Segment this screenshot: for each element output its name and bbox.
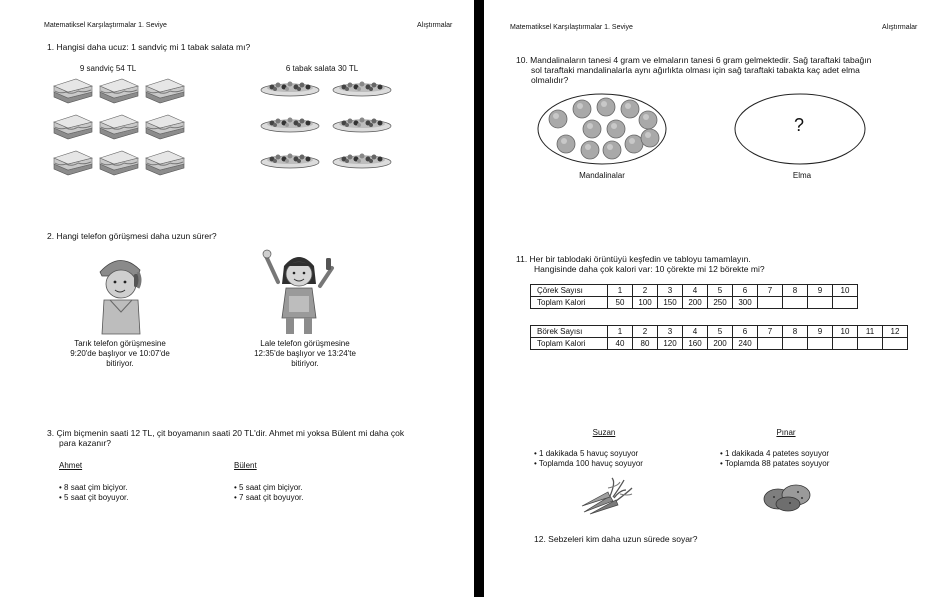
table-cell-empty[interactable]	[783, 297, 808, 309]
table-cell: 5	[708, 326, 733, 338]
table-row	[531, 297, 858, 309]
boy-phone-illustration	[94, 250, 146, 336]
sandwich-icon	[100, 151, 138, 175]
tangerine-icon	[583, 120, 601, 138]
table-cell-empty[interactable]	[833, 338, 858, 350]
table-cell: 150	[658, 297, 683, 309]
question-11-line: 11. Her bir tablodaki örüntüyü keşfedin ve tabloyu tamamlayın.	[516, 254, 751, 264]
ahmet-list	[59, 483, 129, 503]
salad-grid	[260, 78, 400, 170]
table-cell: 3	[658, 326, 683, 338]
table-cell: 7	[758, 326, 783, 338]
table-cell: 200	[708, 338, 733, 350]
table-row	[531, 326, 908, 338]
table-cell-empty[interactable]	[883, 338, 908, 350]
header-title: Matematiksel Karşılaştırmalar 1. Seviye	[510, 24, 633, 31]
list-item: • 1 dakikada 4 patetes soyuyor	[720, 449, 830, 458]
page-divider	[474, 0, 484, 597]
salad-plate-icon	[333, 118, 391, 133]
table-cell: 50	[608, 297, 633, 309]
tarik-description	[40, 339, 200, 369]
table-cell: 80	[633, 338, 658, 350]
salad-plate-icon	[261, 154, 319, 169]
list-item: • 1 dakikada 5 havuç soyuyor	[534, 449, 639, 458]
question-11	[516, 254, 765, 274]
carrots-illustration	[580, 476, 634, 516]
question-10-line: sol taraftaki mandalinalarla aynı ağırlıkta olması için sağ taraftaki tabakta kaç adet elma	[531, 65, 860, 75]
header-title: Matematiksel Karşılaştırmalar 1. Seviye	[44, 22, 167, 29]
list-item: • Toplamda 100 havuç soyuyor	[534, 459, 643, 468]
tangerine-icon	[573, 100, 591, 118]
tangerine-icon	[581, 141, 599, 159]
header-section: Alıştırmalar	[417, 22, 453, 29]
tangerine-icon	[597, 98, 615, 116]
table-cell: 8	[783, 326, 808, 338]
bulent-list	[234, 483, 304, 503]
corek-table	[530, 284, 858, 309]
apple-label: Elma	[792, 171, 812, 180]
salad-label: 6 tabak salata 30 TL	[285, 64, 359, 73]
table-cell: 200	[683, 297, 708, 309]
salad-plate-icon	[261, 82, 319, 97]
tangerine-icon	[607, 120, 625, 138]
question-3-line: para kazanır?	[59, 438, 111, 448]
table-cell: 100	[633, 297, 658, 309]
sandwich-icon	[146, 151, 184, 175]
table-cell: 40	[608, 338, 633, 350]
table-cell: 250	[708, 297, 733, 309]
table-cell: 300	[733, 297, 758, 309]
table-cell: 120	[658, 338, 683, 350]
tarik-line: Tarık telefon görüşmesine	[74, 339, 166, 348]
table-row	[531, 338, 908, 350]
list-item: • Toplamda 88 patates soyuyor	[720, 459, 830, 468]
table-cell-empty[interactable]	[808, 338, 833, 350]
question-10	[516, 55, 871, 85]
left-page	[0, 0, 474, 583]
table-cell: 9	[808, 285, 833, 297]
table-cell-empty[interactable]	[833, 297, 858, 309]
sandwich-icon	[146, 115, 184, 139]
table-cell: 11	[858, 326, 883, 338]
tangerine-label: Mandalinalar	[579, 171, 625, 180]
tangerine-icon	[621, 100, 639, 118]
question-11-line: Hangisinde daha çok kalori var: 10 çörekte mi 12 börekte mi?	[534, 264, 765, 274]
sandwich-icon	[100, 79, 138, 103]
ahmet-name: Ahmet	[59, 461, 83, 470]
table-cell: 3	[658, 285, 683, 297]
table-cell: 240	[733, 338, 758, 350]
lale-line: bitiriyor.	[291, 359, 319, 368]
tangerine-icon	[549, 110, 567, 128]
table-cell: 9	[808, 326, 833, 338]
table-cell: 8	[783, 285, 808, 297]
table-cell-empty[interactable]	[858, 338, 883, 350]
question-3	[47, 428, 404, 448]
table-cell-empty[interactable]	[758, 338, 783, 350]
sandwich-icon	[54, 79, 92, 103]
lale-description	[220, 339, 390, 369]
right-page	[484, 0, 937, 583]
table-row-label: Toplam Kalori	[531, 338, 608, 350]
table-cell: 6	[733, 285, 758, 297]
table-cell: 7	[758, 285, 783, 297]
table-cell-empty[interactable]	[808, 297, 833, 309]
question-10-line: olmalıdır?	[531, 75, 569, 85]
tangerine-plate	[536, 92, 668, 166]
table-cell: 4	[683, 326, 708, 338]
table-cell: 10	[833, 326, 858, 338]
question-12: 12. Sebzeleri kim daha uzun sürede soyar?	[534, 534, 698, 544]
question-2: 2. Hangi telefon görüşmesi daha uzun sürer?	[47, 231, 217, 241]
tarik-line: 9:20'de başlıyor ve 10:07'de	[70, 349, 170, 358]
table-cell: 1	[608, 285, 633, 297]
girl-phone-illustration	[262, 248, 336, 336]
lale-line: 12:35'de başlıyor ve 13:24'te	[254, 349, 356, 358]
tangerine-icon	[639, 111, 657, 129]
table-cell-empty[interactable]	[758, 297, 783, 309]
table-cell: 5	[708, 285, 733, 297]
salad-plate-icon	[261, 118, 319, 133]
tangerine-icon	[641, 129, 659, 147]
borek-table	[530, 325, 908, 350]
question-10-line: 10. Mandalinaların tanesi 4 gram ve elmaların tanesi 6 gram gelmektedir. Sağ taraftaki tabağın	[516, 55, 872, 65]
potatoes-illustration	[762, 481, 814, 513]
list-item: • 8 saat çim biçiyor.	[59, 483, 128, 492]
header-section: Alıştırmalar	[882, 24, 918, 31]
tarik-line: bitiriyor.	[106, 359, 134, 368]
list-item: • 5 saat çim biçiyor.	[234, 483, 303, 492]
question-1: 1. Hangisi daha ucuz: 1 sandviç mi 1 tabak salata mı?	[47, 42, 251, 52]
table-row	[531, 285, 858, 297]
table-cell-empty[interactable]	[783, 338, 808, 350]
bulent-name: Bülent	[234, 461, 257, 470]
sandwich-label: 9 sandviç 54 TL	[79, 64, 137, 73]
tangerine-icon	[603, 141, 621, 159]
table-cell: 2	[633, 326, 658, 338]
table-cell: 4	[683, 285, 708, 297]
table-row-label: Toplam Kalori	[531, 297, 608, 309]
pinar-name: Pınar	[776, 428, 796, 437]
table-cell: 12	[883, 326, 908, 338]
tangerine-icon	[625, 135, 643, 153]
lale-line: Lale telefon görüşmesine	[260, 339, 350, 348]
sandwich-icon	[146, 79, 184, 103]
sandwich-icon	[54, 115, 92, 139]
unknown-mark: ?	[793, 115, 804, 135]
sandwich-icon	[100, 115, 138, 139]
sandwich-grid	[52, 76, 192, 180]
question-3-line: 3. Çim biçmenin saati 12 TL, çit boyamanın saati 20 TL'dir. Ahmet mi yoksa Bülent mi daha çok	[47, 428, 405, 438]
table-row-label: Börek Sayısı	[531, 326, 608, 338]
table-cell: 1	[608, 326, 633, 338]
suzan-list	[534, 449, 643, 469]
table-row-label: Çörek Sayısı	[531, 285, 608, 297]
list-item: • 7 saat çit boyuyor.	[234, 493, 304, 502]
salad-plate-icon	[333, 154, 391, 169]
table-cell: 10	[833, 285, 858, 297]
table-cell: 2	[633, 285, 658, 297]
tangerine-icon	[557, 135, 575, 153]
sandwich-icon	[54, 151, 92, 175]
table-cell: 6	[733, 326, 758, 338]
table-cell: 160	[683, 338, 708, 350]
salad-plate-icon	[333, 82, 391, 97]
pinar-list	[720, 449, 829, 469]
list-item: • 5 saat çit boyuyor.	[59, 493, 129, 502]
suzan-name: Suzan	[592, 428, 616, 437]
